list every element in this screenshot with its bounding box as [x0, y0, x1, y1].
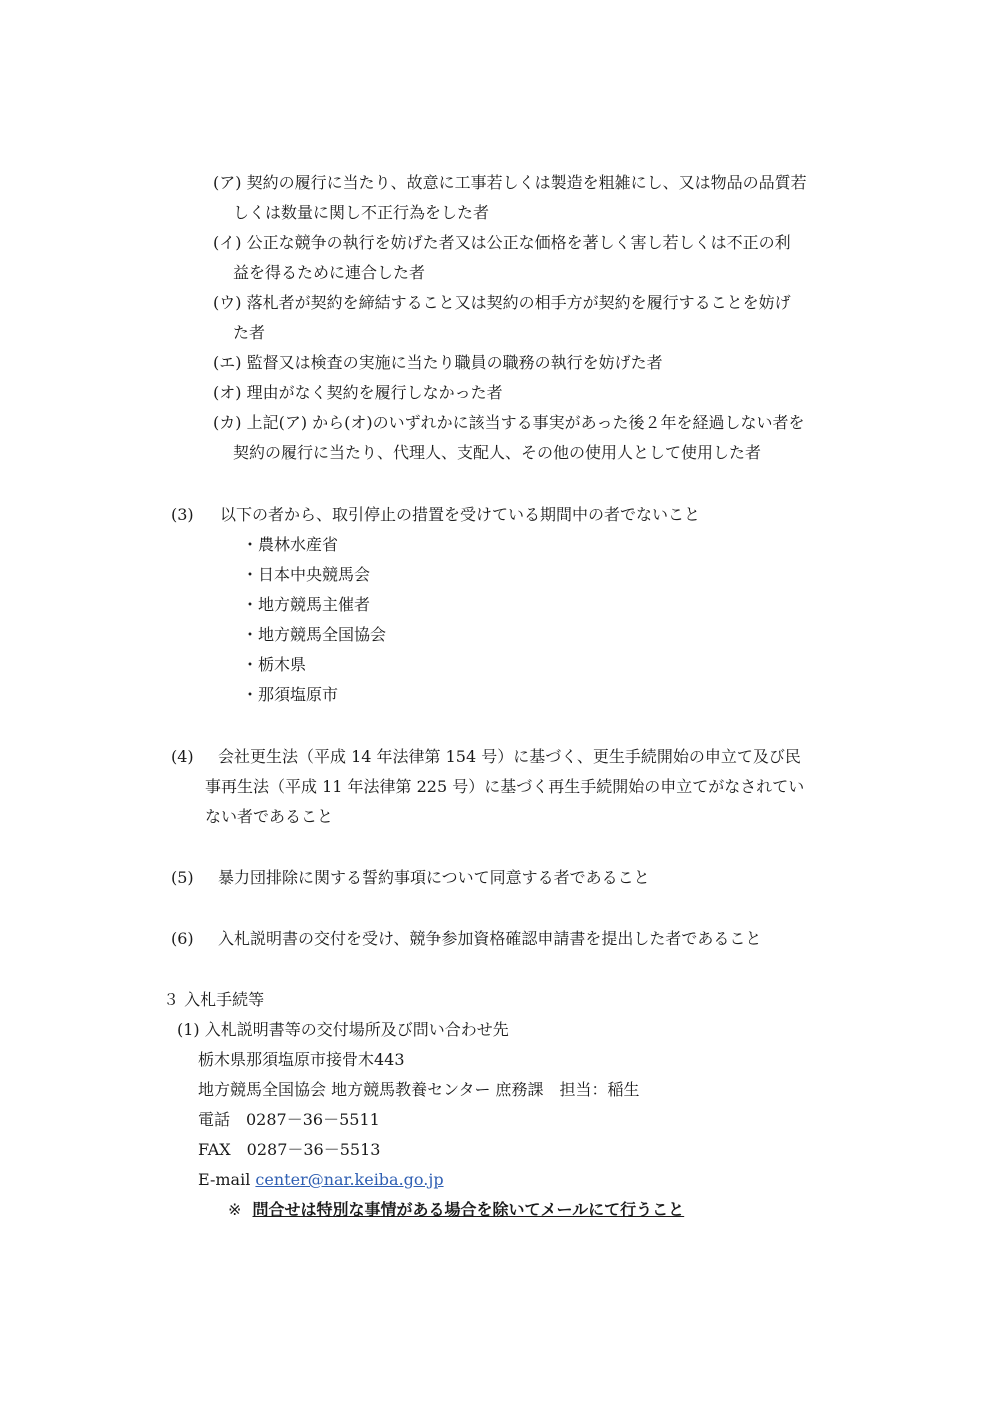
section6-num: (6) [171, 929, 194, 948]
section3-bullet-1: ・農林水産省 [242, 535, 339, 554]
item-ka-text2: 契約の履行に当たり、代理人、支配人、その他の使用人として使用した者 [233, 443, 762, 462]
section3-bullet-6: ・那須塩原市 [242, 685, 339, 704]
item-a-text2: しくは数量に関し不正行為をした者 [233, 203, 490, 222]
section4-num: (4) [171, 747, 194, 766]
email-link[interactable]: center@nar.keiba.go.jp [255, 1170, 444, 1189]
item-a-mark: (ア) [213, 173, 242, 192]
item-u-text2: た者 [233, 323, 266, 342]
section3-bullet-3: ・地方競馬主催者 [242, 595, 371, 614]
section3-text: 以下の者から、取引停止の措置を受けている期間中の者でないこと [220, 505, 701, 524]
item-a-line1 [213, 172, 807, 194]
item-i-mark: (イ) [213, 233, 242, 252]
item-e-mark: (エ) [213, 353, 242, 372]
sub1-email-row [198, 1169, 444, 1191]
section3-bullet-5: ・栃木県 [242, 655, 307, 674]
item-u-text1: 落札者が契約を締結すること又は契約の相手方が契約を履行することを妨げ [246, 293, 791, 312]
note-text: 問合せは特別な事情がある場合を除いてメールにて行うこと [252, 1200, 685, 1219]
item-o-line1 [213, 382, 503, 404]
section4-line2: 事再生法（平成 11 年法律第 225 号）に基づく再生手続開始の申立てがなされてい [205, 777, 805, 796]
item-o-mark: (オ) [213, 383, 242, 402]
item-a-text1: 契約の履行に当たり、故意に工事若しくは製造を粗雑にし、又は物品の品質若 [246, 173, 807, 192]
heading-3: ３ 入札手続等 [163, 990, 265, 1009]
item-o-text1: 理由がなく契約を履行しなかった者 [246, 383, 503, 402]
section5-text: 暴力団排除に関する誓約事項について同意する者であること [218, 868, 650, 887]
item-e-line1 [213, 352, 663, 374]
email-label: E-mail [198, 1170, 256, 1189]
section6-text: 入札説明書の交付を受け、競争参加資格確認申請書を提出した者であること [218, 929, 762, 948]
note-mark: ※ [228, 1200, 242, 1219]
sub1-fax: FAX 0287－36－5513 [198, 1140, 381, 1159]
item-i-line1 [213, 232, 791, 254]
section3-num: (3) [171, 505, 194, 524]
sub1-address: 栃木県那須塩原市接骨木443 [198, 1050, 405, 1069]
item-i-text1: 公正な競争の執行を妨げた者又は公正な価格を著しく害し若しくは不正の利 [246, 233, 791, 252]
item-u-line1 [213, 292, 791, 314]
item-e-text1: 監督又は検査の実施に当たり職員の職務の執行を妨げた者 [246, 353, 663, 372]
section3-bullet-2: ・日本中央競馬会 [242, 565, 371, 584]
section5-num: (5) [171, 868, 194, 887]
sub1-tel: 電話 0287－36－5511 [198, 1110, 380, 1129]
section3-bullet-4: ・地方競馬全国協会 [242, 625, 387, 644]
item-ka-text1: 上記(ア) から(オ)のいずれかに該当する事実があった後２年を経過しない者を [246, 413, 805, 432]
section4-line3: ない者であること [205, 807, 334, 826]
item-ka-mark: (カ) [213, 413, 242, 432]
sub1-org: 地方競馬全国協会 地方競馬教養センター 庶務課 担当：稲生 [198, 1080, 640, 1099]
item-i-text2: 益を得るために連合した者 [233, 263, 426, 282]
item-ka-line1 [213, 412, 805, 434]
section4-line1: 会社更生法（平成 14 年法律第 154 号）に基づく、更生手続開始の申立て及び民 [218, 747, 801, 766]
sub1-title: (1) 入札説明書等の交付場所及び問い合わせ先 [177, 1020, 509, 1039]
item-u-mark: (ウ) [213, 293, 242, 312]
sub1-note-row [228, 1199, 684, 1221]
